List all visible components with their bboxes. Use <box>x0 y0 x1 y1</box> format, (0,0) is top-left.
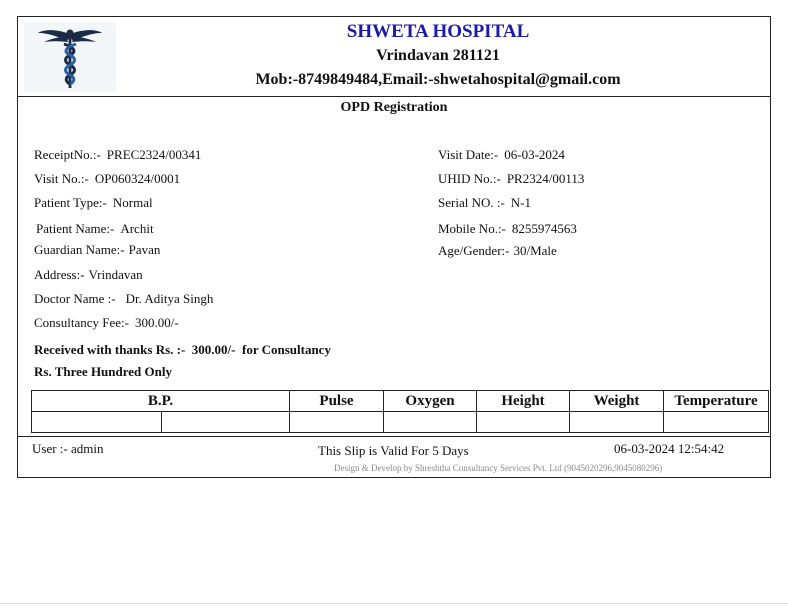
serial-no-value: N-1 <box>510 195 532 210</box>
amount-in-words: Rs. Three Hundred Only <box>34 364 172 379</box>
vitals-bp-diastolic-cell <box>162 412 290 433</box>
vitals-header-temperature: Temperature <box>664 391 769 412</box>
patient-name-value: Archit <box>120 221 154 236</box>
vitals-header-height: Height <box>477 391 570 412</box>
footer-divider <box>18 436 770 437</box>
receipt-no-value: PREC2324/00341 <box>106 147 202 162</box>
opd-slip <box>17 16 771 478</box>
received-text: Received with thanks Rs. :- 300.00/- for Consultancy <box>34 342 331 357</box>
vitals-temperature-cell <box>664 412 769 433</box>
address: Address:- Vrindavan <box>34 267 143 282</box>
consultancy-fee-value: 300.00/- <box>134 315 179 330</box>
guardian-name: Guardian Name:- Pavan <box>34 242 161 257</box>
vitals-table <box>31 390 769 433</box>
doctor-name-value: Dr. Aditya Singh <box>125 291 214 306</box>
visit-date: Visit Date:- 06-03-2024 <box>438 147 565 162</box>
uhid-no-value: PR2324/00113 <box>506 171 585 186</box>
receipt-no: ReceiptNo.:- PREC2324/00341 <box>34 147 202 162</box>
visit-date-value: 06-03-2024 <box>504 147 565 162</box>
vitals-value-row <box>32 412 769 433</box>
mobile-no: Mobile No.:- 8255974563 <box>438 221 577 236</box>
patient-type-value: Normal <box>112 195 153 210</box>
age-gender: Age/Gender:- 30/Male <box>438 243 557 258</box>
vitals-header-bp: B.P. <box>32 391 290 412</box>
slip-header <box>18 17 770 97</box>
serial-no: Serial NO. :- N-1 <box>438 195 532 210</box>
document-title: OPD Registration <box>340 100 448 115</box>
vitals-oxygen-cell <box>384 412 477 433</box>
consultancy-fee: Consultancy Fee:- 300.00/- <box>34 315 179 330</box>
vitals-height-cell <box>477 412 570 433</box>
hospital-name: SHWETA HOSPITAL <box>346 21 530 42</box>
vitals-header-row <box>32 391 769 412</box>
guardian-name-value: Pavan <box>128 242 161 257</box>
vitals-pulse-cell <box>290 412 384 433</box>
address-value: Vrindavan <box>88 267 143 282</box>
patient-name: Patient Name:- Archit <box>36 221 154 236</box>
patient-type: Patient Type:- Normal <box>34 195 153 210</box>
mobile-no-value: 8255974563 <box>511 221 577 236</box>
age-gender-value: 30/Male <box>513 243 557 258</box>
vitals-header-weight: Weight <box>570 391 664 412</box>
vitals-header-pulse: Pulse <box>290 391 384 412</box>
doctor-name: Doctor Name :- Dr. Aditya Singh <box>34 291 214 306</box>
hospital-contact: Mob:-8749849484,Email:-shwetahospital@gmail.com <box>255 71 621 88</box>
page-bottom-rule <box>0 603 788 604</box>
footer-credit: Design & Develop by Shreshtha Consultancy Services Pvt. Ltd (9045020296,9045080296) <box>334 463 663 473</box>
vitals-weight-cell <box>570 412 664 433</box>
uhid-no: UHID No.:- PR2324/00113 <box>438 171 585 186</box>
vitals-bp-systolic-cell <box>32 412 162 433</box>
hospital-address: Vrindavan 281121 <box>376 47 500 64</box>
footer-timestamp: 06-03-2024 12:54:42 <box>614 441 725 456</box>
footer-user: User :- admin <box>32 441 104 456</box>
footer-validity: This Slip is Valid For 5 Days <box>318 443 469 458</box>
visit-no: Visit No.:- OP060324/0001 <box>34 171 181 186</box>
visit-no-value: OP060324/0001 <box>94 171 181 186</box>
vitals-header-oxygen: Oxygen <box>384 391 477 412</box>
